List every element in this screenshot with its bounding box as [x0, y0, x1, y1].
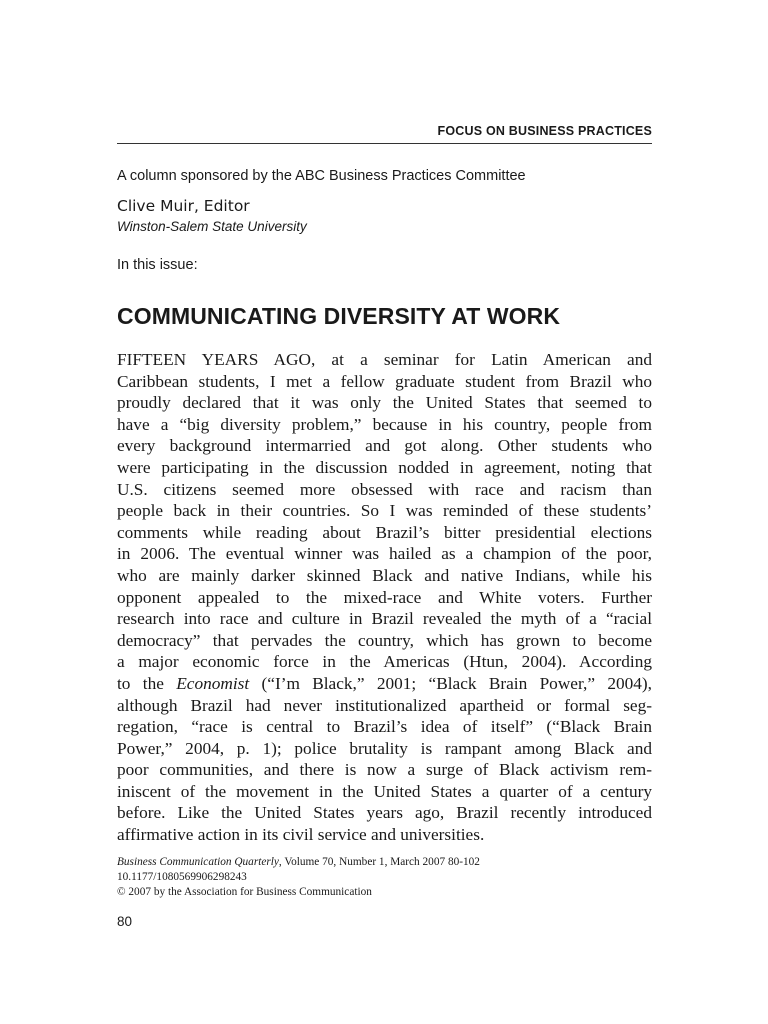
body-line-last: affirmative action in its civil service and universities. [117, 825, 485, 845]
running-head: FOCUS ON BUSINESS PRACTICES [117, 124, 652, 144]
body-line-economist [117, 673, 652, 695]
body-line: research into race and culture in Brazil revealed the myth of a “racial [117, 609, 652, 629]
body-line: were participating in the discussion nodded in agreement, noting that [117, 457, 652, 477]
body-line: U.S. citizens seemed more obsessed with race and racism than [117, 479, 652, 499]
body-line: a major economic force in the Americas (Htun, 2004). According [117, 652, 652, 672]
journal-page [117, 0, 652, 1024]
page-number: 80 [117, 914, 133, 929]
body-line: people back in their countries. So I was reminded of these students’ [117, 501, 652, 521]
journal-name: Business Communication Quarterly [117, 856, 279, 868]
article-title: COMMUNICATING DIVERSITY AT WORK [117, 303, 561, 329]
economist-italic: Economist [176, 673, 250, 693]
editor-name: Clive Muir, Editor [117, 197, 250, 215]
body-line-prefix: to the [117, 673, 177, 693]
body-line: who are mainly darker skinned Black and native Indians, while his [117, 565, 652, 585]
body-line: Caribbean students, I met a fellow graduate student from Brazil who [117, 371, 652, 391]
body-line: comments while reading about Brazil’s bitter presidential elections [117, 522, 652, 542]
editor-affiliation: Winston-Salem State University [117, 219, 307, 234]
body-line: Power,” 2004, p. 1); police brutality is rampant among Black and [117, 738, 652, 758]
citation-line [117, 855, 480, 870]
body-line: in 2006. The eventual winner was hailed as a champion of the poor, [117, 544, 652, 564]
body-line: regation, “race is central to Brazil’s idea of itself” (“Black Brain [117, 717, 652, 737]
body-line: democracy” that pervades the country, which has grown to become [117, 630, 652, 650]
doi-line: 10.1177/1080569906298243 [117, 871, 247, 883]
body-line: before. Like the United States years ago, Brazil recently introduced [117, 803, 652, 823]
in-this-issue-label: In this issue: [117, 257, 198, 273]
body-line: have a “big diversity problem,” because in his country, people from [117, 414, 652, 434]
copyright-line: © 2007 by the Association for Business Communication [117, 886, 372, 898]
body-paragraph [117, 349, 652, 846]
body-line: proudly declared that it was only the United States that seemed to [117, 393, 652, 413]
body-line-rest: (“I’m Black,” 2001; “Black Brain Power,” 2004), [249, 673, 652, 693]
sponsor-line: A column sponsored by the ABC Business Practices Committee [117, 168, 526, 184]
body-line: FIFTEEN YEARS AGO, at a seminar for Latin American and [117, 350, 652, 369]
body-line: although Brazil had never institutionalized apartheid or formal seg- [117, 695, 652, 715]
volume-info: , Volume 70, Number 1, March 2007 80-102 [278, 856, 480, 868]
body-line: poor communities, and there is now a surge of Black activism rem- [117, 760, 652, 780]
body-line: opponent appealed to the mixed-race and White voters. Further [117, 587, 652, 607]
body-line: iniscent of the movement in the United States a quarter of a century [117, 781, 652, 801]
body-line: every background intermarried and got along. Other students who [117, 436, 652, 456]
citation-footer [117, 855, 480, 900]
